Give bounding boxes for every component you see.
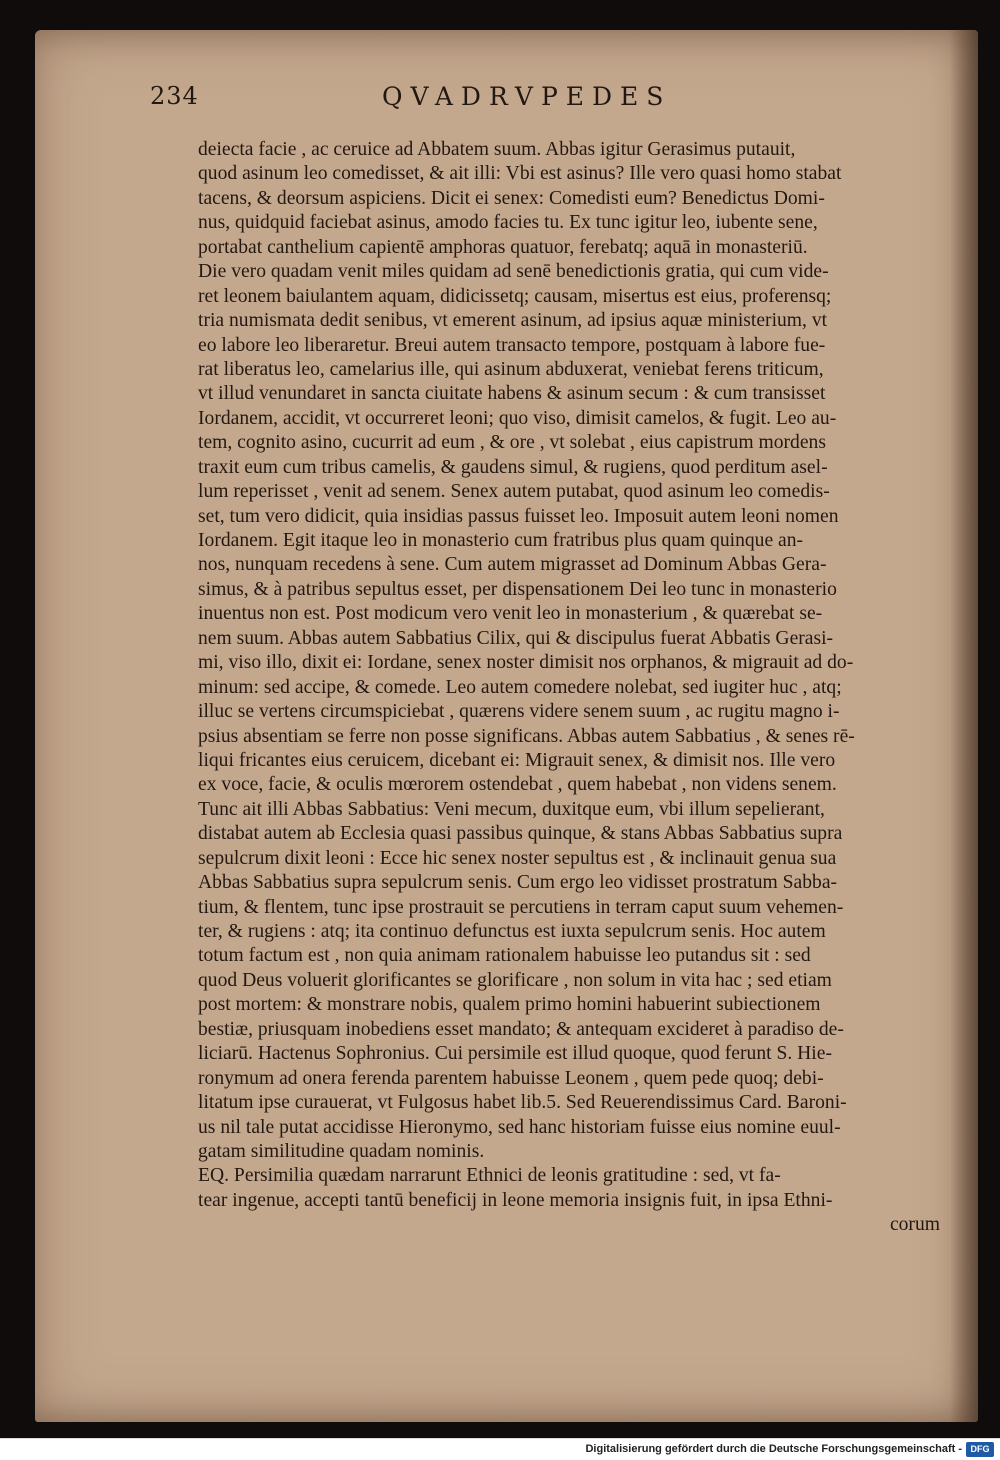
text-line: tacens, & deorsum aspiciens. Dicit ei senex: Comedisti eum? Benedictus Domi- (198, 187, 825, 209)
text-line: gatam similitudine quadam nominis. (198, 1140, 485, 1162)
text-line: eo labore leo liberaretur. Breui autem transacto tempore, postquam à labore fue- (198, 334, 826, 356)
text-line: liciarū. Hactenus Sophronius. Cui persimile est illud quoque, quod ferunt S. Hie- (198, 1043, 832, 1065)
text-line: quod Deus voluerit glorificantes se glorificare , non solum in vita hac ; sed etiam (198, 969, 832, 991)
text-line: post mortem: & monstrare nobis, qualem primo homini habuerint subiectionem (198, 994, 821, 1016)
text-line: Iordanem, accidit, vt occurreret leoni; quo viso, dimisit camelos, & fugit. Leo au- (198, 407, 837, 429)
text-line: deiecta facie , ac ceruice ad Abbatem suum. Abbas igitur Gerasimus putauit, (198, 139, 796, 160)
text-line: tria numismata dedit senibus, vt emerent asinum, ad ipsius aquæ ministerium, vt (198, 310, 828, 332)
text-line: psius absentiam se ferre non posse significans. Abbas autem Sabbatius , & senes rē- (198, 725, 855, 747)
text-line: sepulcrum dixit leoni : Ecce hic senex noster sepultus est , & inclinauit genua sua (198, 847, 837, 869)
footer-credit: Digitalisierung gefördert durch die Deutsche Forschungsgemeinschaft - (585, 1443, 962, 1455)
text-line: minum: sed accipe, & comede. Leo autem comedere nolebat, sed iugiter huc , atq; (198, 676, 842, 698)
text-line: illuc se vertens circumspiciebat , quærens videre senem suum , ac rugitu magno i- (198, 701, 840, 723)
text-line: mi, viso illo, dixit ei: Iordane, senex noster dimisit nos orphanos, & migrauit ad do- (198, 652, 854, 674)
text-line: bestiæ, priusquam inobediens esset mandato; & antequam excideret à paradiso de- (198, 1018, 844, 1040)
text-line: nus, quidquid faciebat asinus, amodo facies tu. Ex tunc igitur leo, iubente sene, (198, 212, 818, 234)
text-line: ex voce, facie, & oculis mœrorem ostendebat , quem habebat , non videns senem. (198, 774, 837, 796)
text-line: us nil tale putat accidisse Hieronymo, sed hanc historiam fuisse eius nomine euul- (198, 1116, 841, 1138)
text-line: portabat canthelium capientē amphoras quatuor, ferebatq; aquā in monasteriū. (198, 236, 808, 258)
text-line: lum reperisset , venit ad senem. Senex autem putabat, quod asinum leo comedis- (198, 481, 830, 503)
text-line: EQ. Persimilia quædam narrarunt Ethnici de leonis gratitudine : sed, vt fa- (198, 1165, 781, 1187)
text-line: liqui fricantes eius ceruicem, dicebant ei: Migrauit senex, & dimisit nos. Ille vero (198, 749, 836, 771)
page-number: 234 (150, 82, 199, 110)
text-line: tem, cognito asino, cucurrit ad eum , & ore , vt solebat , eius capistrum mordens (198, 432, 826, 454)
body-text (198, 138, 958, 1238)
text-line: nos, nunquam recedens à sene. Cum autem migrasset ad Dominum Abbas Gera- (198, 554, 827, 576)
digitization-footer (0, 1438, 1000, 1460)
text-line: ret leonem baiulantem aquam, didicissetq; causam, misertus est eius, proferensq; (198, 285, 832, 307)
text-line: tium, & flentem, tunc ipse prostrauit se percutiens in terram caput suum vehemen- (198, 896, 844, 918)
running-title: QVADRVPEDES (382, 82, 672, 111)
text-line: tear ingenue, accepti tantū beneficij in leone memoria insignis fuit, in ipsa Ethni- (198, 1189, 833, 1211)
text-line: corum (889, 1214, 940, 1236)
text-line: Iordanem. Egit itaque leo in monasterio cum fratribus plus quam quinque an- (198, 530, 804, 551)
dfg-logo-icon: DFG (966, 1442, 994, 1457)
text-line: simus, & à patribus sepultus esset, per dispensationem Dei leo tunc in monasterio (198, 578, 837, 600)
text-line: Tunc ait illi Abbas Sabbatius: Veni mecum, duxitque eum, vbi illum sepelierant, (198, 798, 825, 820)
text-line: Die vero quadam venit miles quidam ad senē benedictionis gratia, qui cum vide- (198, 261, 829, 283)
text-line: rat liberatus leo, camelarius ille, qui asinum abduxerat, veniebat ferens triticum, (198, 358, 824, 380)
text-line: nem suum. Abbas autem Sabbatius Cilix, qui & discipulus fuerat Abbatis Gerasi- (198, 627, 834, 649)
text-line: ronymum ad onera ferenda parentem habuisse Leonem , quem pede quoq; debi- (198, 1067, 824, 1089)
text-line: distabat autem ab Ecclesia quasi passibus quinque, & stans Abbas Sabbatius supra (198, 823, 843, 845)
text-line: quod asinum leo comedisset, & ait illi: Vbi est asinus? Ille vero quasi homo stabat (198, 163, 842, 185)
text-line: Abbas Sabbatius supra sepulcrum senis. Cum ergo leo vidisset prostratum Sabba- (198, 872, 838, 894)
text-line: vt illud venundaret in sancta ciuitate habens & asinum secum : & cum transisset (198, 383, 826, 405)
text-line: inuentus non est. Post modicum vero venit leo in monasterium , & quærebat se- (198, 603, 823, 625)
running-head (150, 82, 950, 116)
text-line: traxit eum cum tribus camelis, & gaudens simul, & rugiens, quod perditum asel- (198, 456, 828, 478)
text-line: litatum ipse curauerat, vt Fulgosus habet lib.5. Sed Reuerendissimus Card. Baroni- (198, 1092, 847, 1114)
text-line: set, tum vero didicit, quia insidias passus fuisset leo. Imposuit autem leoni nomen (198, 505, 839, 527)
text-line: ter, & rugiens : atq; ita continuo defunctus est iuxta sepulcrum senis. Hoc autem (198, 921, 826, 942)
text-line: totum factum est , non quia animam rationalem habuisse leo putandus sit : sed (198, 945, 811, 967)
